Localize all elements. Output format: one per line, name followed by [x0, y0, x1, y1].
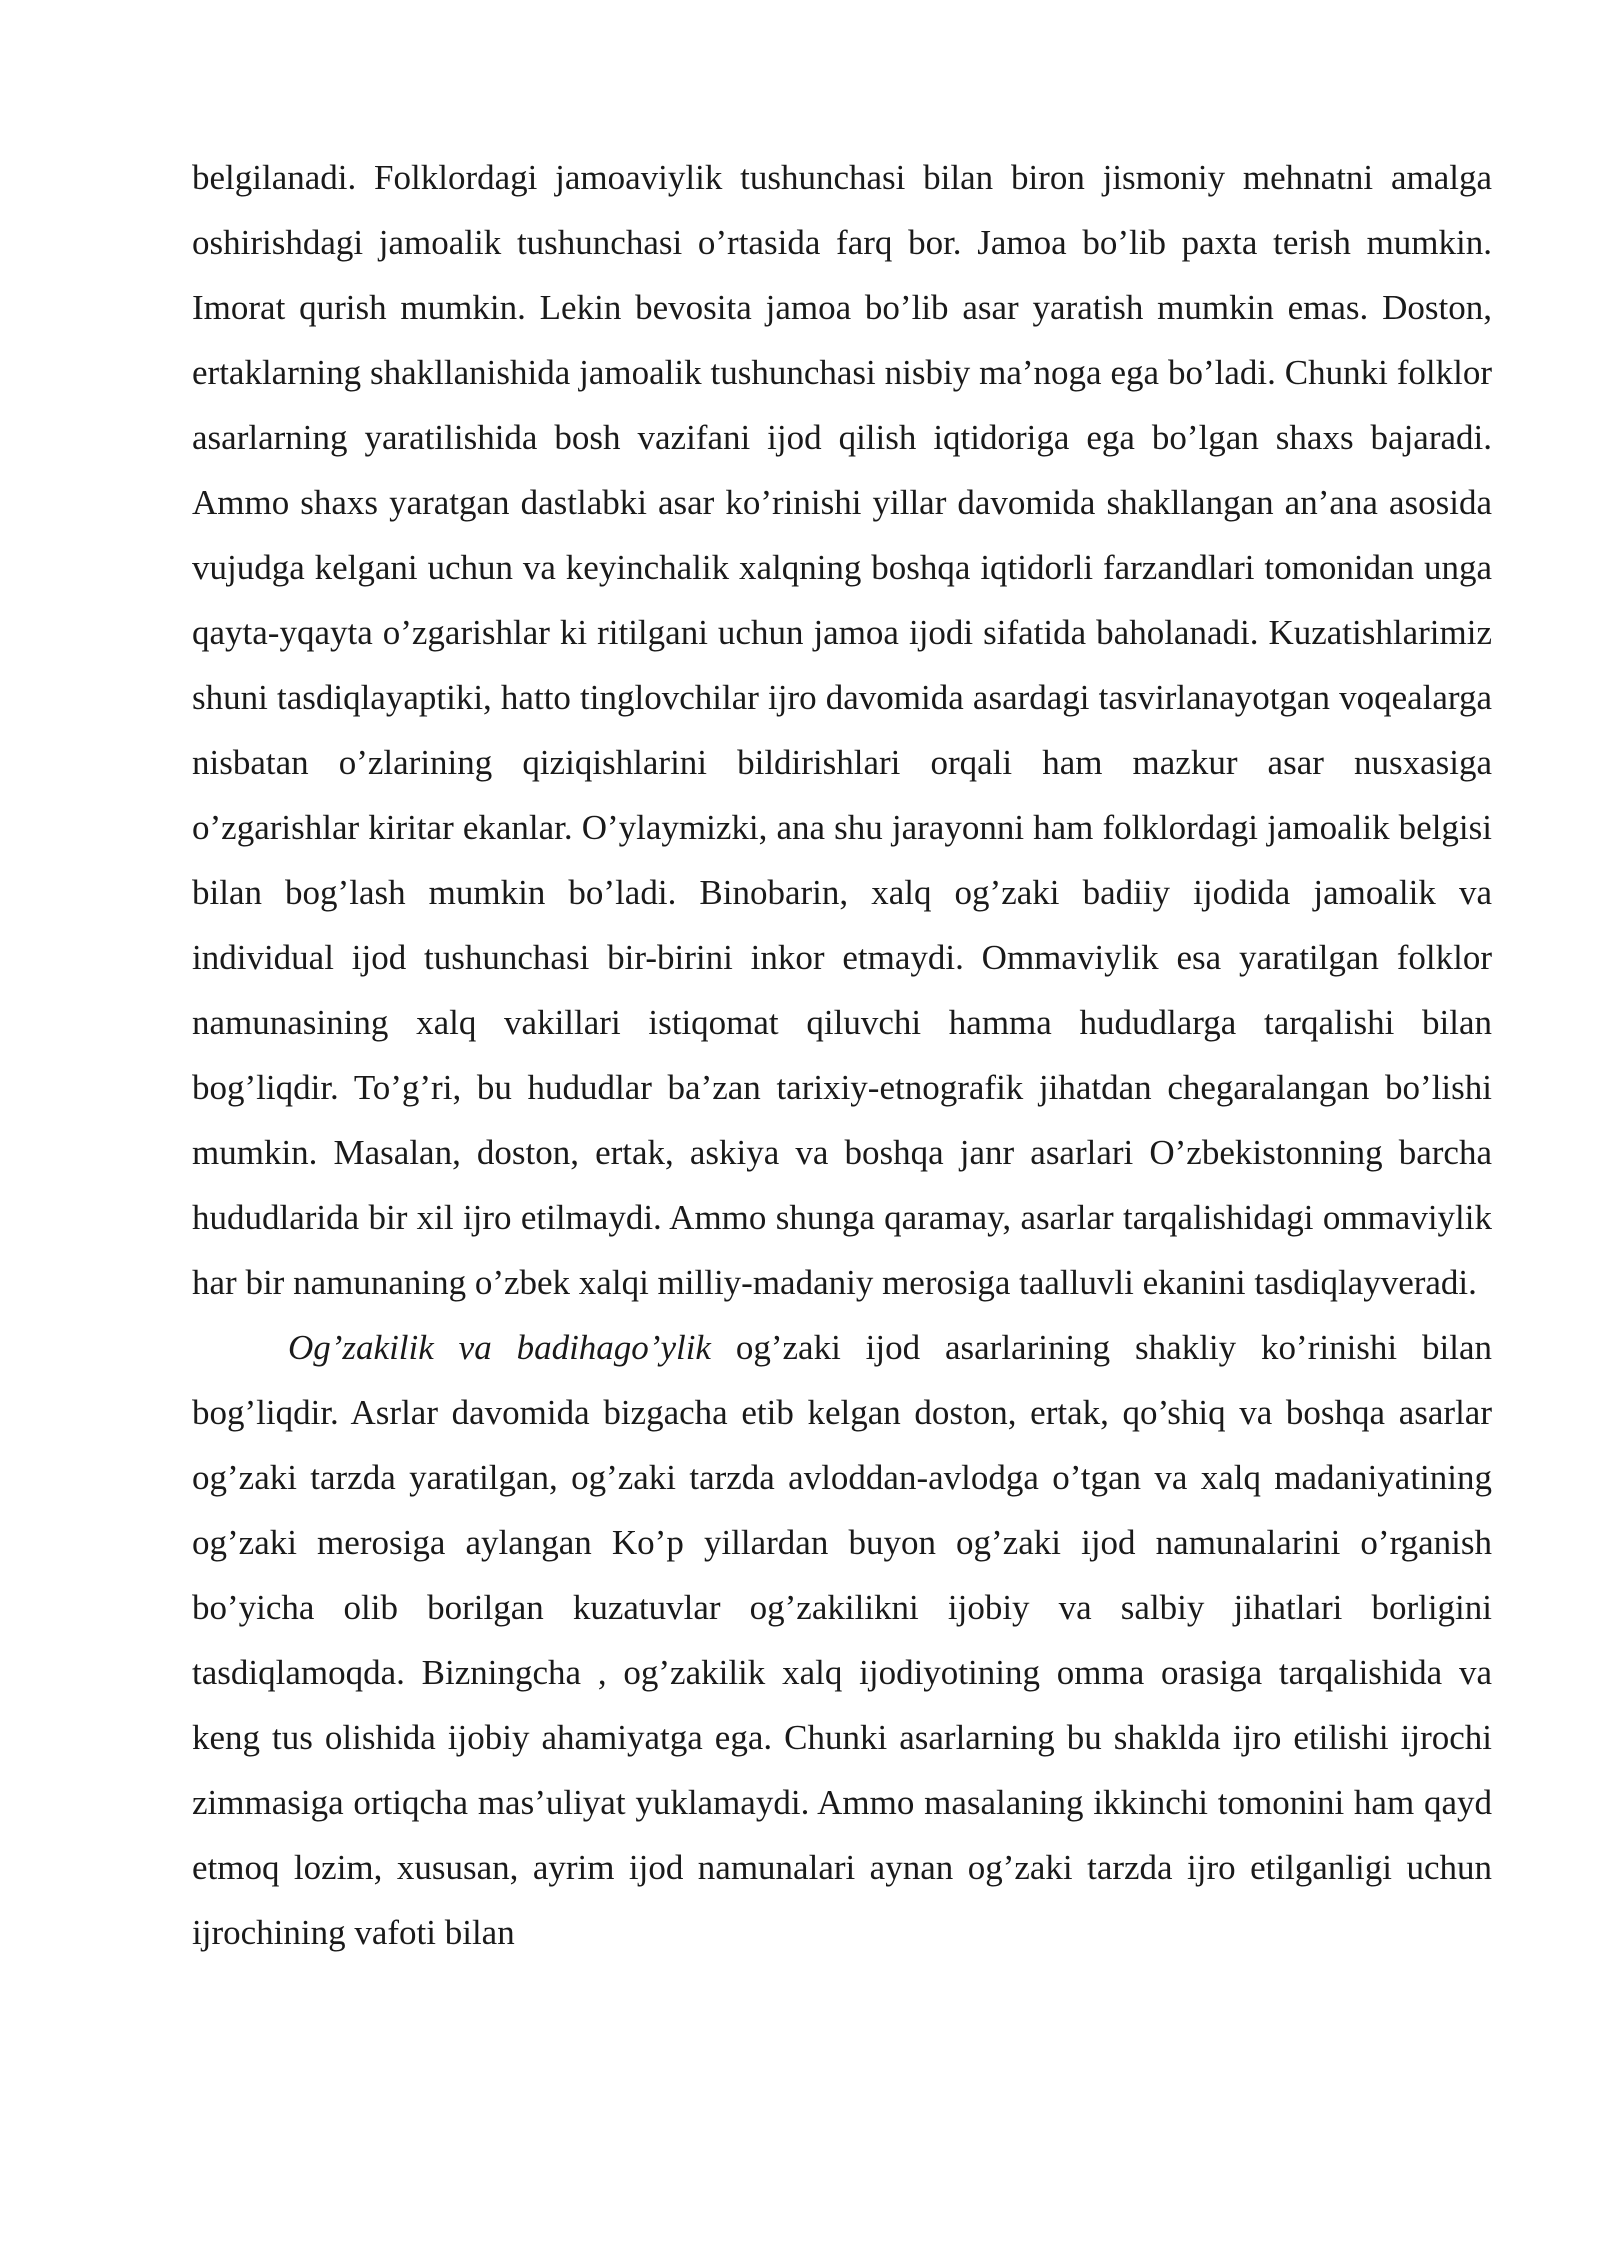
paragraph-1-text: belgilanadi. Folklordagi jamoaviylik tushunchasi bilan biron jismoniy mehnatni amalga oshirishdagi jamoalik tushunchasi o’rtasida farq bor. Jamoa bo’lib paxta terish mumkin. Imorat qurish mumkin. Lekin bevosita jamoa bo’lib asar yaratish mumkin emas. Doston, ertaklarning shakllanishida jamoalik tushunchasi nisbiy ma’noga ega bo’ladi. Chunki folklor asarlarning yaratilishida bosh vazifani ijod qilish iqtidoriga ega bo’lgan shaxs bajaradi. Ammo shaxs yaratgan dastlabki asar ko’rinishi yillar davomida shakllangan an’ana asosida vujudga kelgani uchun va keyinchalik xalqning boshqa iqtidorli farzandlari tomonidan unga qayta-yqayta o’zgarishlar ki ritilgani uchun jamoa ijodi sifatida baholanadi. Kuzatishlarimiz shuni tasdiqlayaptiki, hatto tinglovchilar ijro davomida asardagi tasvirlanayotgan voqealarga nisbatan o’zlarining qiziqishlarini bildirishlari orqali ham mazkur asar nusxasiga o’zgarishlar kiritar ekanlar. O’ylaymizki, ana shu jarayonni ham folklordagi jamoalik belgisi bilan bog’lash mumkin bo’ladi. Binobarin, xalq og’zaki badiiy ijodida jamoalik va individual ijod tushunchasi bir-birini inkor etmaydi. Ommaviylik esa yaratilgan folklor namunasining xalq vakillari istiqomat qiluvchi hamma hududlarga tarqalishi bilan bog’liqdir. To’g’ri, bu hududlar ba’zan tarixiy-etnografik jihatdan chegaralangan bo’lishi mumkin. Masalan, doston, ertak, askiya va boshqa janr asarlari O’zbekistonning barcha hududlarida bir xil ijro etilmaydi. Ammo shunga qaramay, asarlar tarqalishidagi ommaviylik har bir namunaning o’zbek xalqi milliy-madaniy merosiga taalluvli ekanini tasdiqlayveradi. — [192, 158, 1492, 1302]
paragraph-2-emphasis: Og’zakilik va badihago’ylik — [288, 1328, 711, 1367]
body-text — [192, 145, 1492, 1965]
paragraph-1 — [192, 145, 1492, 1315]
paragraph-2-text: og’zaki ijod asarlarining shakliy ko’rinishi bilan bog’liqdir. Asrlar davomida bizgacha etib kelgan doston, ertak, qo’shiq va boshqa asarlar og’zaki tarzda yaratilgan, og’zaki tarzda avloddan-avlodga o’tgan va xalq madaniyatining og’zaki merosiga aylangan Ko’p yillardan buyon og’zaki ijod namunalarini o’rganish bo’yicha olib borilgan kuzatuvlar og’zakilikni ijobiy va salbiy jihatlari borligini tasdiqlamoqda. Bizningcha , og’zakilik xalq ijodiyotining omma orasiga tarqalishida va keng tus olishida ijobiy ahamiyatga ega. Chunki asarlarning bu shaklda ijro etilishi ijrochi zimmasiga ortiqcha mas’uliyat yuklamaydi. Ammo masalaning ikkinchi tomonini ham qayd etmoq lozim, xususan, ayrim ijod namunalari aynan og’zaki tarzda ijro etilganligi uchun ijrochining vafoti bilan — [192, 1328, 1492, 1952]
paragraph-2 — [192, 1315, 1492, 1965]
